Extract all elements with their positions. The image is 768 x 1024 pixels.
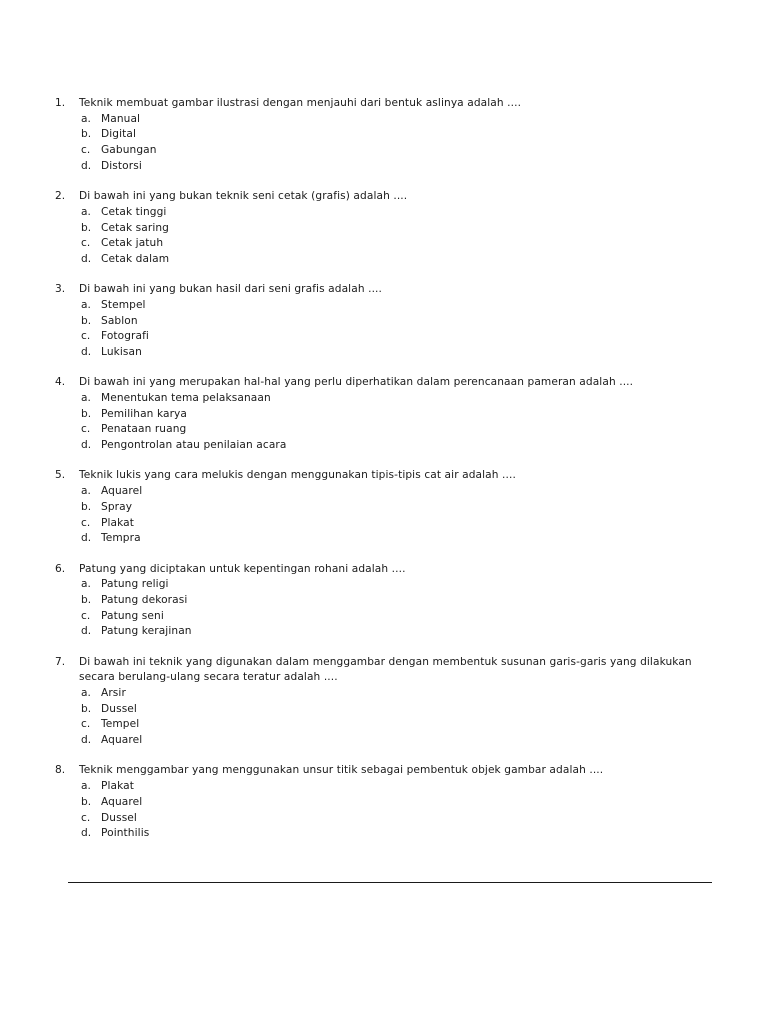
- option-text: Spray: [101, 500, 133, 513]
- option-d: [55, 826, 715, 842]
- question-number: 6.: [55, 562, 66, 575]
- option-letter: c.: [81, 423, 91, 436]
- option-c: [55, 422, 715, 438]
- question-row: [55, 655, 715, 686]
- option-list: [55, 577, 715, 640]
- option-d: [55, 252, 715, 268]
- option-letter: b.: [81, 500, 92, 513]
- option-letter: d.: [81, 159, 92, 172]
- option-letter: a.: [81, 298, 91, 311]
- option-c: [55, 811, 715, 827]
- option-letter: a.: [81, 780, 91, 793]
- question-3: [55, 282, 715, 361]
- option-text: Pointhilis: [101, 827, 150, 840]
- question-row: [55, 96, 715, 112]
- option-text: Menentukan tema pelaksanaan: [101, 392, 271, 405]
- option-a: [55, 112, 715, 128]
- option-letter: b.: [81, 407, 92, 420]
- option-list: [55, 391, 715, 454]
- option-list: [55, 112, 715, 175]
- question-row: [55, 375, 715, 391]
- option-letter: b.: [81, 221, 92, 234]
- option-b: [55, 593, 715, 609]
- option-letter: a.: [81, 687, 91, 700]
- option-c: [55, 329, 715, 345]
- question-row: [55, 562, 715, 578]
- option-letter: b.: [81, 128, 92, 141]
- option-text: Pengontrolan atau penilaian acara: [101, 439, 287, 452]
- option-list: [55, 484, 715, 547]
- option-letter: a.: [81, 112, 91, 125]
- question-number: 4.: [55, 376, 66, 389]
- option-b: [55, 795, 715, 811]
- question-text: Teknik membuat gambar ilustrasi dengan menjauhi dari bentuk aslinya adalah ....: [79, 97, 522, 109]
- option-letter: b.: [81, 593, 92, 606]
- option-c: [55, 609, 715, 625]
- option-text: Patung dekorasi: [101, 593, 188, 606]
- option-a: [55, 205, 715, 221]
- option-a: [55, 484, 715, 500]
- option-a: [55, 298, 715, 314]
- option-letter: d.: [81, 734, 92, 747]
- option-text: Distorsi: [101, 159, 142, 172]
- option-letter: c.: [81, 237, 91, 250]
- option-c: [55, 717, 715, 733]
- option-letter: b.: [81, 795, 92, 808]
- option-letter: a.: [81, 392, 91, 405]
- option-text: Fotografi: [101, 330, 149, 343]
- question-text: Teknik menggambar yang menggunakan unsur titik sebagai pembentuk objek gambar adalah ....: [79, 764, 604, 777]
- option-letter: a.: [81, 205, 91, 218]
- question-row: [55, 282, 715, 298]
- option-b: [55, 407, 715, 423]
- question-number: 8.: [55, 764, 66, 777]
- option-b: [55, 702, 715, 718]
- question-text: Di bawah ini yang bukan teknik seni cetak (grafis) adalah ....: [79, 190, 408, 203]
- option-b: [55, 221, 715, 237]
- question-6: [55, 562, 715, 641]
- option-text: Cetak jatuh: [101, 237, 164, 250]
- question-text: Teknik lukis yang cara melukis dengan menggunakan tipis-tipis cat air adalah ....: [79, 469, 516, 482]
- question-text: Di bawah ini yang bukan hasil dari seni grafis adalah ....: [79, 283, 382, 296]
- option-text: Stempel: [101, 298, 146, 311]
- option-d: [55, 438, 715, 454]
- option-letter: c.: [81, 330, 91, 343]
- option-letter: c.: [81, 516, 91, 529]
- question-8: [55, 763, 715, 842]
- option-letter: d.: [81, 532, 92, 545]
- option-letter: b.: [81, 702, 92, 715]
- question-7: [55, 655, 715, 749]
- option-letter: d.: [81, 827, 92, 840]
- option-text: Cetak saring: [101, 221, 170, 234]
- question-text: Patung yang diciptakan untuk kepentingan rohani adalah ....: [79, 562, 406, 575]
- option-text: Cetak dalam: [101, 252, 170, 265]
- option-a: [55, 686, 715, 702]
- option-text: Dussel: [101, 811, 137, 824]
- option-text: Plakat: [101, 780, 135, 793]
- option-a: [55, 391, 715, 407]
- option-text: Patung seni: [101, 609, 164, 622]
- option-c: [55, 236, 715, 252]
- option-text: Pemilihan karya: [101, 407, 188, 420]
- question-4: [55, 375, 715, 454]
- option-text: Arsir: [101, 687, 126, 700]
- question-text: Di bawah ini yang merupakan hal-hal yang perlu diperhatikan dalam perencanaan pameran adalah ....: [79, 376, 634, 389]
- option-text: Patung religi: [101, 578, 169, 591]
- option-text: Aquarel: [101, 734, 143, 747]
- option-letter: d.: [81, 346, 92, 359]
- option-text: Manual: [101, 112, 141, 125]
- option-text: Gabungan: [101, 144, 157, 157]
- option-d: [55, 733, 715, 749]
- option-letter: b.: [81, 314, 92, 327]
- option-letter: d.: [81, 625, 92, 638]
- option-text: Patung kerajinan: [101, 625, 192, 638]
- option-letter: a.: [81, 578, 91, 591]
- option-text: Dussel: [101, 702, 137, 715]
- question-list: [55, 96, 715, 857]
- option-text: Tempel: [101, 718, 140, 731]
- option-list: [55, 205, 715, 268]
- option-text: Digital: [101, 128, 137, 141]
- footer-divider: [68, 882, 712, 883]
- option-d: [55, 159, 715, 175]
- option-letter: a.: [81, 485, 91, 498]
- question-row: [55, 468, 715, 484]
- option-list: [55, 298, 715, 361]
- question-2: [55, 189, 715, 268]
- question-text: Di bawah ini teknik yang digunakan dalam menggambar dengan membentuk susunan garis-garis yang dilakukan secara berulang-ulang secara teratur adalah ....: [79, 655, 692, 684]
- option-c: [55, 516, 715, 532]
- option-letter: d.: [81, 439, 92, 452]
- question-row: [55, 763, 715, 779]
- option-c: [55, 143, 715, 159]
- option-text: Aquarel: [101, 485, 143, 498]
- question-number: 5.: [55, 469, 66, 482]
- option-letter: c.: [81, 144, 91, 157]
- option-text: Cetak tinggi: [101, 205, 167, 218]
- option-text: Aquarel: [101, 795, 143, 808]
- question-row: [55, 189, 715, 205]
- question-number: 1.: [55, 97, 66, 109]
- option-letter: d.: [81, 252, 92, 265]
- option-d: [55, 345, 715, 361]
- option-text: Tempra: [101, 532, 141, 545]
- option-text: Sablon: [101, 314, 138, 327]
- option-letter: c.: [81, 718, 91, 731]
- option-d: [55, 531, 715, 547]
- option-a: [55, 577, 715, 593]
- option-b: [55, 127, 715, 143]
- question-5: [55, 468, 715, 547]
- option-list: [55, 686, 715, 749]
- option-text: Penataan ruang: [101, 423, 187, 436]
- option-list: [55, 779, 715, 842]
- question-1: [55, 96, 715, 175]
- option-b: [55, 500, 715, 516]
- option-d: [55, 624, 715, 640]
- option-a: [55, 779, 715, 795]
- option-text: Plakat: [101, 516, 135, 529]
- option-letter: c.: [81, 609, 91, 622]
- question-number: 3.: [55, 283, 66, 296]
- option-letter: c.: [81, 811, 91, 824]
- option-text: Lukisan: [101, 346, 142, 359]
- option-b: [55, 314, 715, 330]
- question-number: 2.: [55, 190, 66, 203]
- question-number: 7.: [55, 655, 66, 668]
